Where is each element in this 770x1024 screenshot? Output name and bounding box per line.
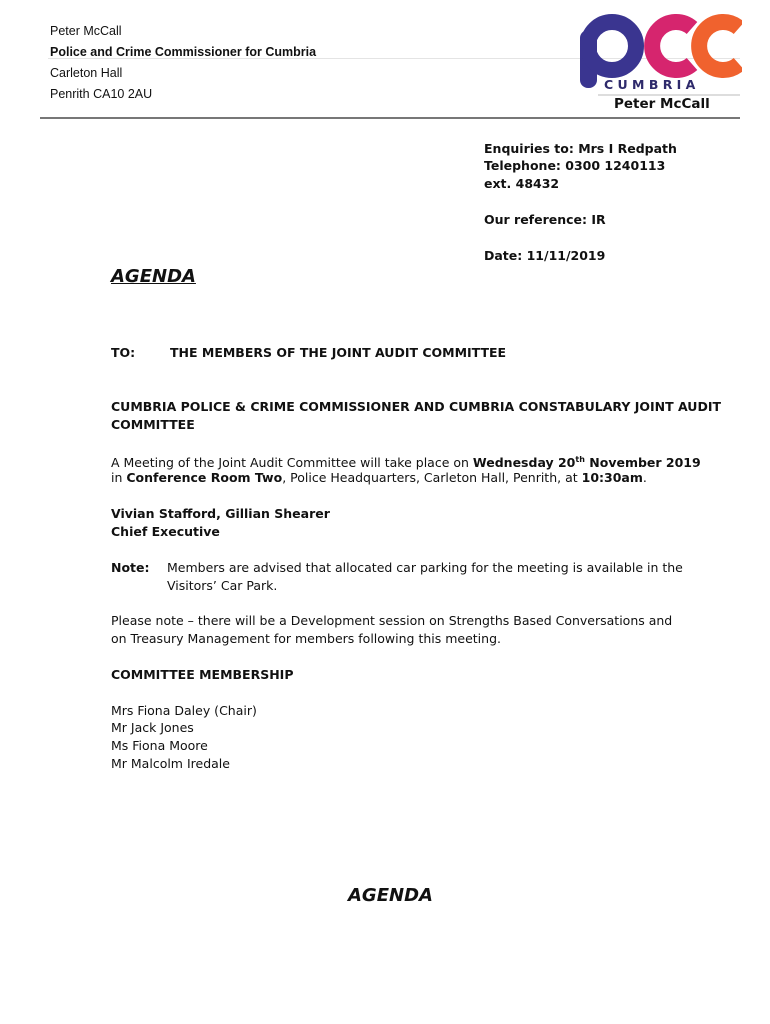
sender-address-line1: Carleton Hall — [50, 66, 123, 80]
telephone-line: Telephone: 0300 1240113 — [484, 158, 666, 173]
extension-line: ext. 48432 — [484, 176, 560, 191]
logo-subtitle: C U M B R I A — [604, 77, 696, 92]
agenda-title: AGENDA — [111, 266, 196, 287]
to-label: TO: — [111, 345, 136, 360]
member-item: Mr Jack Jones — [111, 720, 194, 735]
member-item: Ms Fiona Moore — [111, 738, 208, 753]
member-item: Mrs Fiona Daley (Chair) — [111, 703, 257, 718]
logo-commissioner-name: Peter McCall — [614, 96, 710, 112]
sender-address-line2: Penrith CA10 2AU — [50, 87, 153, 101]
to-recipients: THE MEMBERS OF THE JOINT AUDIT COMMITTEE — [170, 345, 507, 360]
committee-heading-line1: CUMBRIA POLICE & CRIME COMMISSIONER AND CUMBRIA CONSTABULARY JOINT AUDIT — [111, 399, 721, 414]
signatory-role: Chief Executive — [111, 524, 220, 539]
enquiries-line: Enquiries to: Mrs I Redpath — [484, 141, 677, 156]
note-line1: Members are advised that allocated car parking for the meeting is available in the — [167, 560, 683, 575]
reference-line: Our reference: IR — [484, 212, 606, 227]
please-note-line1: Please note – there will be a Development session on Strengths Based Conversations and — [111, 613, 673, 628]
logo-p-bowl — [588, 22, 636, 70]
logo-c1 — [652, 22, 692, 70]
logo-c2 — [699, 22, 739, 70]
header-divider — [40, 117, 740, 119]
agenda-heading-bottom: AGENDA — [348, 885, 433, 906]
date-line: Date: 11/11/2019 — [484, 248, 606, 263]
sender-title: Police and Crime Commissioner for Cumbria — [50, 45, 317, 59]
signatory-names: Vivian Stafford, Gillian Shearer — [111, 506, 330, 521]
note-line2: Visitors’ Car Park. — [167, 578, 278, 593]
membership-heading: COMMITTEE MEMBERSHIP — [111, 667, 294, 682]
meeting-line1: A Meeting of the Joint Audit Committee will take place on Wednesday 20th November 2019 — [111, 455, 701, 471]
sender-name: Peter McCall — [50, 24, 122, 38]
member-item: Mr Malcolm Iredale — [111, 756, 230, 771]
pcc-cumbria-logo — [574, 8, 742, 104]
committee-heading-line2: COMMITTEE — [111, 417, 195, 432]
meeting-line2: in Conference Room Two, Police Headquarters, Carleton Hall, Penrith, at 10:30am. — [111, 470, 647, 485]
please-note-line2: on Treasury Management for members following this meeting. — [111, 631, 501, 646]
note-label: Note: — [111, 560, 150, 575]
